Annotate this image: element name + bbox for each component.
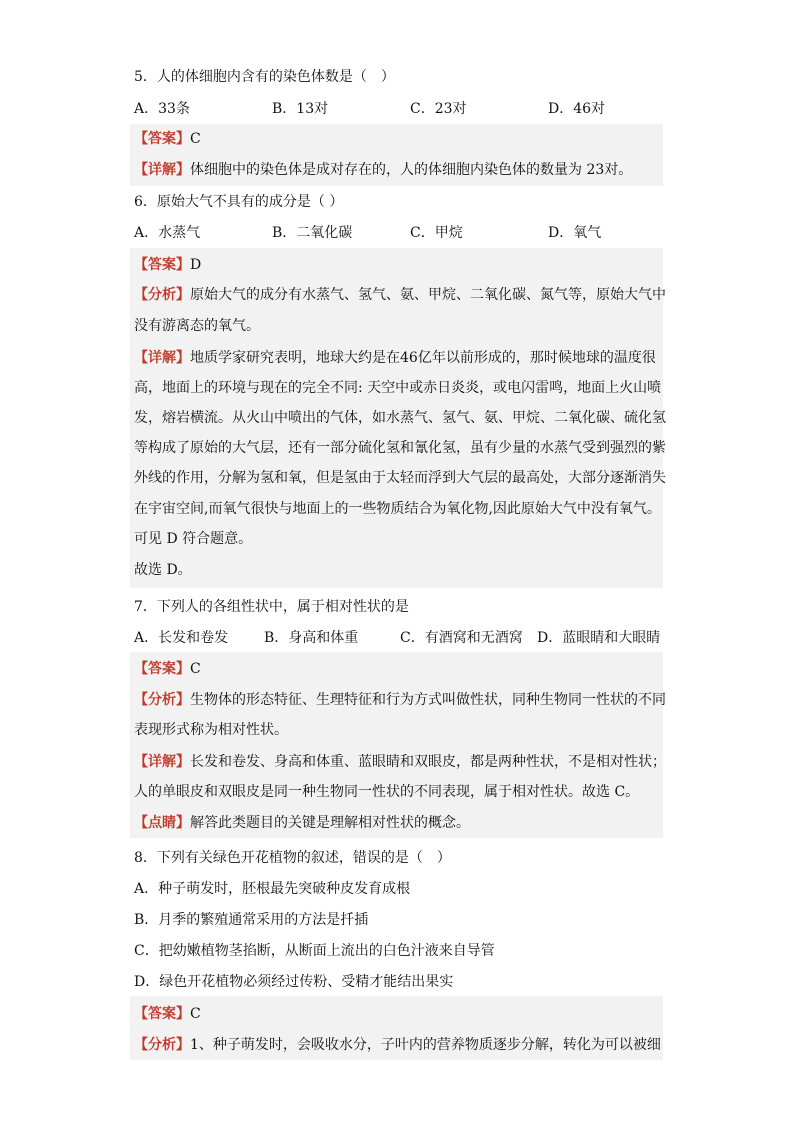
option-a: A．长发和卷发 (134, 630, 229, 646)
comment-tag: 【点睛】 (134, 815, 190, 831)
detail-tag: 【详解】 (134, 754, 190, 770)
question-8-solution (130, 996, 663, 1060)
analysis-tag: 【分析】 (134, 1037, 190, 1053)
answer-tag: 【答案】 (134, 1006, 190, 1022)
answer-line (134, 1005, 201, 1023)
analysis-line-2: 没有游离态的氧气。 (134, 318, 260, 334)
detail-line-1: 【详解】长发和卷发、身高和体重、蓝眼睛和双眼皮，都是两种性状，不是相对性状； (134, 754, 666, 770)
detail-line-8: 故选 D。 (134, 562, 192, 578)
analysis-line-1: 【分析】生物体的形态特征、生理特征和行为方式叫做性状，同种生物同一性状的不同 (134, 692, 666, 708)
answer-value: C (190, 661, 201, 677)
detail-line-3: 发，熔岩横流。从火山中喷出的气体，如水蒸气、氢气、氨、甲烷、二氧化碳、硫化氢 (134, 410, 666, 426)
detail-line-4: 等构成了原始的大气层，还有一部分硫化氢和氰化氢，虽有少量的水蒸气受到强烈的紫 (134, 440, 666, 456)
detail-line (134, 161, 632, 179)
question-6-stem: 6．原始大气不具有的成分是（ ） (134, 194, 344, 210)
question-7-stem: 7．下列人的各组性状中，属于相对性状的是 (134, 599, 409, 615)
detail-line-7: 可见 D 符合题意。 (134, 531, 253, 547)
analysis-line-2: 表现形式称为相对性状。 (134, 722, 288, 738)
answer-value: D (190, 257, 202, 273)
answer-line (134, 660, 201, 678)
question-8-option-a: A．种子萌发时，胚根最先突破种皮发育成根 (134, 881, 411, 897)
detail-line-2: 人的单眼皮和双眼皮是同一种生物同一性状的不同表现，属于相对性状。故选 C。 (134, 784, 640, 800)
analysis-line-1: 【分析】1、种子萌发时，会吸收水分，子叶内的营养物质逐步分解，转化为可以被细 (134, 1037, 661, 1053)
question-8-stem: 8．下列有关绿色开花植物的叙述，错误的是（ ） (134, 850, 451, 866)
detail-tag: 【详解】 (134, 162, 190, 178)
option-c: C．有酒窝和无酒窝 (400, 630, 523, 646)
detail-tag: 【详解】 (134, 350, 190, 366)
detail-line-5: 外线的作用，分解为氢和氧，但是氢由于太轻而浮到大气层的最高处，大部分逐渐消失 (134, 470, 666, 486)
question-8-option-d: D．绿色开花植物必须经过传粉、受精才能结出果实 (134, 974, 454, 990)
analysis-tag: 【分析】 (134, 287, 190, 303)
analysis-tag: 【分析】 (134, 692, 190, 708)
option-a: A．33条 (134, 101, 190, 117)
question-7-solution (130, 652, 666, 838)
question-8-option-c: C．把幼嫩植物茎掐断，从断面上流出的白色汁液来自导管 (134, 943, 495, 959)
question-6-solution (130, 248, 666, 588)
detail-line-1: 【详解】地质学家研究表明，地球大约是在46亿年以前形成的，那时候地球的温度很 (134, 350, 656, 366)
answer-tag: 【答案】 (134, 661, 190, 677)
comment-line: 【点睛】解答此类题目的关键是理解相对性状的概念。 (134, 815, 470, 831)
option-d: D．蓝眼睛和大眼睛 (537, 630, 661, 646)
detail-text: 体细胞中的染色体是成对存在的，人的体细胞内染色体的数量为 23对。 (190, 162, 633, 178)
option-b: B．二氧化碳 (272, 225, 353, 241)
answer-value: C (190, 131, 201, 147)
detail-line-6: 在宇宙空间,而氧气很快与地面上的一些物质结合为氧化物,因此原始大气中没有氧气。 (134, 501, 661, 517)
option-b: B．身高和体重 (264, 630, 359, 646)
answer-line (134, 130, 201, 148)
answer-tag: 【答案】 (134, 257, 190, 273)
option-c: C．甲烷 (410, 225, 463, 241)
detail-line-2: 高，地面上的环境与现在的完全不同: 天空中或赤日炎炎，或电闪雷鸣，地面上火山喷 (134, 380, 662, 396)
question-5-solution (130, 124, 663, 186)
answer-value: C (190, 1006, 201, 1022)
answer-tag: 【答案】 (134, 131, 190, 147)
question-5-stem: 5．人的体细胞内含有的染色体数是（ ） (134, 69, 395, 85)
option-d: D．46对 (548, 101, 606, 117)
option-b: B．13对 (272, 101, 329, 117)
option-d: D．氧气 (548, 225, 602, 241)
question-8-option-b: B．月季的繁殖通常采用的方法是扦插 (134, 912, 369, 928)
option-c: C．23对 (410, 101, 467, 117)
option-a: A．水蒸气 (134, 225, 201, 241)
analysis-line-1: 【分析】原始大气的成分有水蒸气、氢气、氨、甲烷、二氧化碳、氮气等，原始大气中 (134, 287, 666, 303)
answer-line (134, 256, 201, 274)
